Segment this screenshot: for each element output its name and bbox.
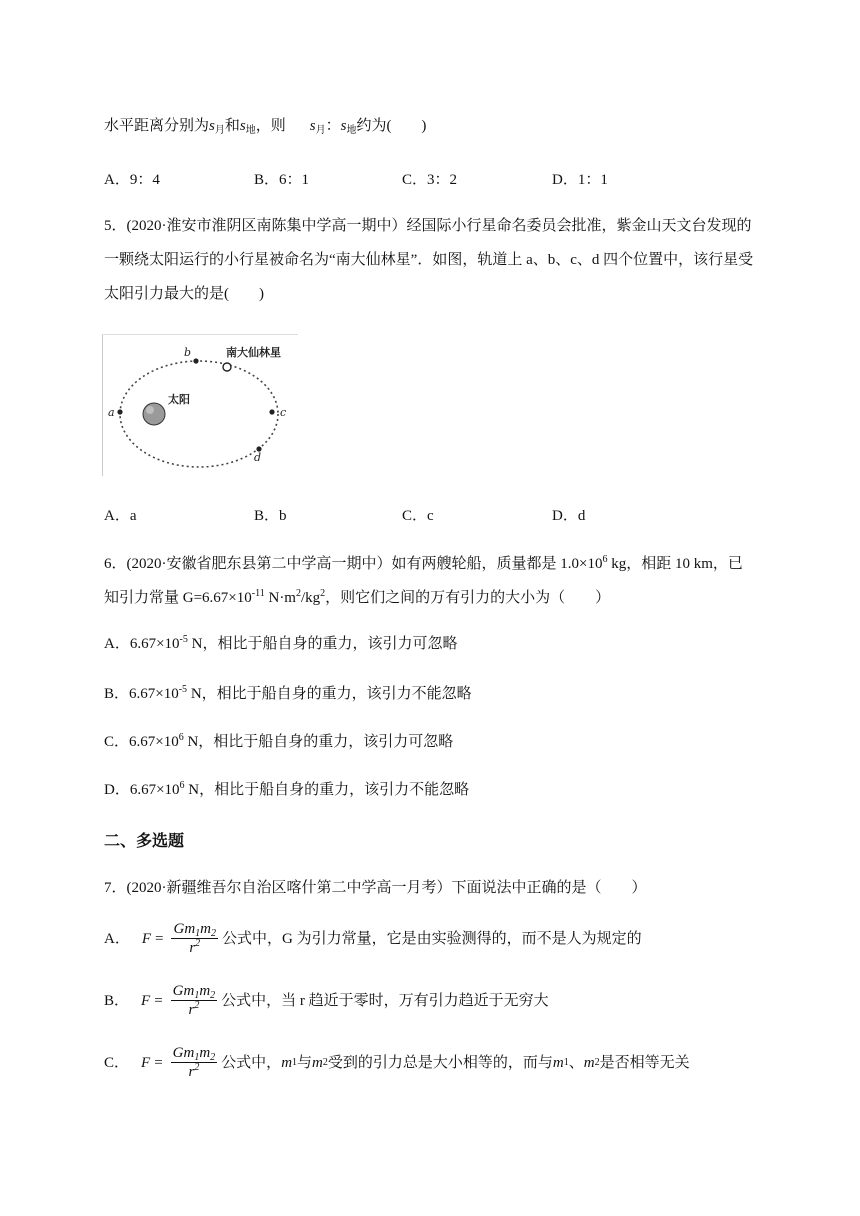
subscript: 1 — [194, 990, 200, 1001]
q6-option-d — [104, 780, 469, 800]
point-c-label: c — [280, 406, 287, 419]
q7-option-c — [104, 1044, 690, 1081]
q6-option-a — [104, 634, 457, 654]
option-text: N，相比于船自身的重力，该引力不能忽略 — [187, 686, 472, 702]
point-c-dot — [269, 409, 274, 414]
point-b-dot — [193, 358, 198, 363]
orbit-figure — [102, 334, 298, 476]
option-label: A． — [104, 930, 130, 947]
option-text: N，相比于船自身的重力，该引力不能忽略 — [184, 782, 470, 798]
symbol-s: s — [309, 118, 316, 134]
q6-text: N·m — [264, 590, 296, 606]
option-text: B．6.67×10 — [104, 686, 179, 702]
q5-option-d: D．d — [552, 508, 586, 524]
formula-eq: = — [154, 1054, 163, 1071]
option-text: 与 — [297, 1054, 313, 1071]
formula-numerator — [171, 1044, 218, 1063]
q5-line-3: 太阳引力最大的是( ) — [104, 286, 264, 302]
q7-option-a — [104, 920, 642, 957]
subscript: 月 — [214, 125, 225, 136]
q6-text: kg，相距 10 km，已 — [607, 556, 743, 572]
subscript: 2 — [211, 928, 216, 939]
symbol-m: m — [552, 1054, 564, 1071]
exponent: 6 — [602, 554, 608, 565]
exponent: 2 — [194, 1000, 200, 1011]
option-label: C． — [104, 1054, 130, 1071]
exponent: 6 — [178, 732, 184, 743]
formula-eq: = — [155, 930, 164, 947]
symbol-s: s — [239, 118, 246, 134]
gravity-formula — [104, 920, 642, 957]
formula-lhs: F — [141, 1054, 151, 1071]
exponent: 2 — [295, 588, 301, 599]
denominator-r: r — [189, 940, 196, 956]
sun-label: 太阳 — [168, 393, 190, 406]
q4-option-b: B．6：1 — [254, 172, 310, 188]
q6-option-b — [104, 684, 472, 704]
denominator-r: r — [188, 1064, 195, 1080]
option-text: C．6.67×10 — [104, 734, 179, 750]
point-d-label: d — [254, 451, 262, 464]
option-text: 受到的引力总是大小相等的，而与 — [327, 1054, 553, 1071]
numerator-m: m — [200, 921, 211, 937]
q4-text: ： — [325, 118, 341, 134]
q6-text: /kg — [300, 590, 321, 606]
exponent: -5 — [178, 684, 188, 695]
q5-line-1: 5．(2020·淮安市淮阴区南陈集中学高一期中）经国际小行星命名委员会批准，紫金山天文台发现的 — [104, 218, 752, 234]
asteroid-icon — [223, 363, 231, 371]
point-a-dot — [117, 409, 122, 414]
q5-option-c: C．c — [402, 508, 434, 524]
sun-icon — [143, 403, 165, 425]
section-heading: 二、多选题 — [104, 831, 185, 850]
gravity-formula — [104, 982, 549, 1019]
subscript: 1 — [195, 928, 201, 939]
sun-highlight — [146, 406, 154, 414]
q5-line-2: 一颗绕太阳运行的小行星被命名为“南大仙林星”．如图，轨道上 a、b、c、d 四个位置中，该行星受 — [104, 252, 754, 268]
symbol-s: s — [209, 118, 215, 134]
q6-text: 6．(2020·安徽省肥东县第二中学高一期中）如有两艘轮船，质量都是 1.0×10 — [104, 556, 603, 572]
orbit-diagram — [102, 334, 298, 476]
option-text: D．6.67×10 — [104, 782, 180, 798]
option-text: 公式中，G 为引力常量，它是由实验测得的，而不是人为规定的 — [222, 930, 642, 947]
subscript: 地 — [346, 125, 357, 136]
formula-eq: = — [154, 992, 163, 1009]
option-text: 是否相等无关 — [599, 1054, 690, 1071]
exponent: -5 — [179, 634, 188, 645]
q6-text: ，则它们之间的万有引力的大小为（ ） — [325, 590, 611, 606]
point-b-label: b — [184, 346, 192, 359]
asteroid-label: 南大仙林星 — [226, 346, 281, 359]
q4-option-a: A．9：4 — [104, 172, 160, 188]
symbol-m: m — [312, 1054, 323, 1071]
exponent: 6 — [179, 780, 185, 791]
numerator-m: m — [199, 1045, 211, 1061]
option-text: N，相比于船自身的重力，该引力可忽略 — [183, 734, 454, 750]
option-text: N，相比于船自身的重力，该引力可忽略 — [187, 636, 458, 652]
symbol-m: m — [583, 1054, 595, 1071]
option-text: 公式中， — [221, 1054, 282, 1071]
numerator-gm: Gm — [173, 921, 196, 937]
formula-lhs: F — [141, 992, 151, 1009]
exponent: -11 — [251, 588, 265, 599]
q4-text-line — [104, 116, 426, 136]
subscript: 月 — [315, 125, 326, 136]
exponent: 2 — [195, 938, 201, 949]
denominator-r: r — [188, 1002, 195, 1018]
formula-numerator — [171, 982, 218, 1001]
formula-denominator — [171, 939, 218, 957]
formula-fraction — [171, 1044, 218, 1081]
q4-text: 约为( ) — [356, 118, 427, 134]
numerator-gm: Gm — [172, 1045, 195, 1061]
gravity-formula: C． F = $\frac{Gm_1m_2}{r^2}$ 公式中， m 1 与 m 2 受到的引力总是大小相等的，而与 m 1 、 m 2 是否相等无关 — [104, 1045, 690, 1080]
subscript: 1 — [194, 1052, 200, 1063]
q4-text: 水平距离分别为 — [104, 118, 210, 134]
q4-text: ，则 — [255, 118, 286, 134]
formula-denominator — [171, 1001, 218, 1019]
exponent: 2 — [194, 1062, 200, 1073]
q6-line-1 — [104, 554, 743, 574]
q5-option-a: A．a — [104, 508, 137, 524]
numerator-m: m — [199, 983, 211, 999]
numerator-gm: Gm — [172, 983, 195, 999]
symbol-m: m — [281, 1054, 293, 1071]
subscript: 2 — [210, 1052, 216, 1063]
subscript: 地 — [245, 125, 256, 136]
subscript: 2 — [210, 990, 216, 1001]
option-label: B． — [104, 992, 130, 1009]
q4-option-d: D．1：1 — [552, 172, 608, 188]
q7-line-1: 7．(2020·新疆维吾尔自治区喀什第二中学高一月考）下面说法中正确的是（ ） — [104, 880, 647, 896]
q4-text: 和 — [224, 118, 240, 134]
option-text: A．6.67×10 — [104, 636, 180, 652]
formula-fraction — [171, 982, 218, 1019]
q6-text: 知引力常量 G=6.67×10 — [104, 590, 252, 606]
formula-lhs: F — [141, 930, 152, 947]
option-text: 公式中，当 r 趋近于零时，万有引力趋近于无穷大 — [221, 992, 549, 1009]
q7-option-b — [104, 982, 549, 1019]
point-a-label: a — [108, 406, 115, 419]
q5-option-b: B．b — [254, 508, 287, 524]
formula-denominator — [171, 1063, 218, 1081]
formula-fraction — [171, 920, 218, 957]
exponent: 2 — [320, 588, 326, 599]
q4-option-c: C．3：2 — [402, 172, 458, 188]
q6-line-2 — [104, 588, 610, 608]
formula-numerator — [171, 920, 218, 939]
q6-option-c — [104, 732, 453, 752]
symbol-s: s — [340, 118, 347, 134]
option-text: 、 — [568, 1054, 584, 1071]
